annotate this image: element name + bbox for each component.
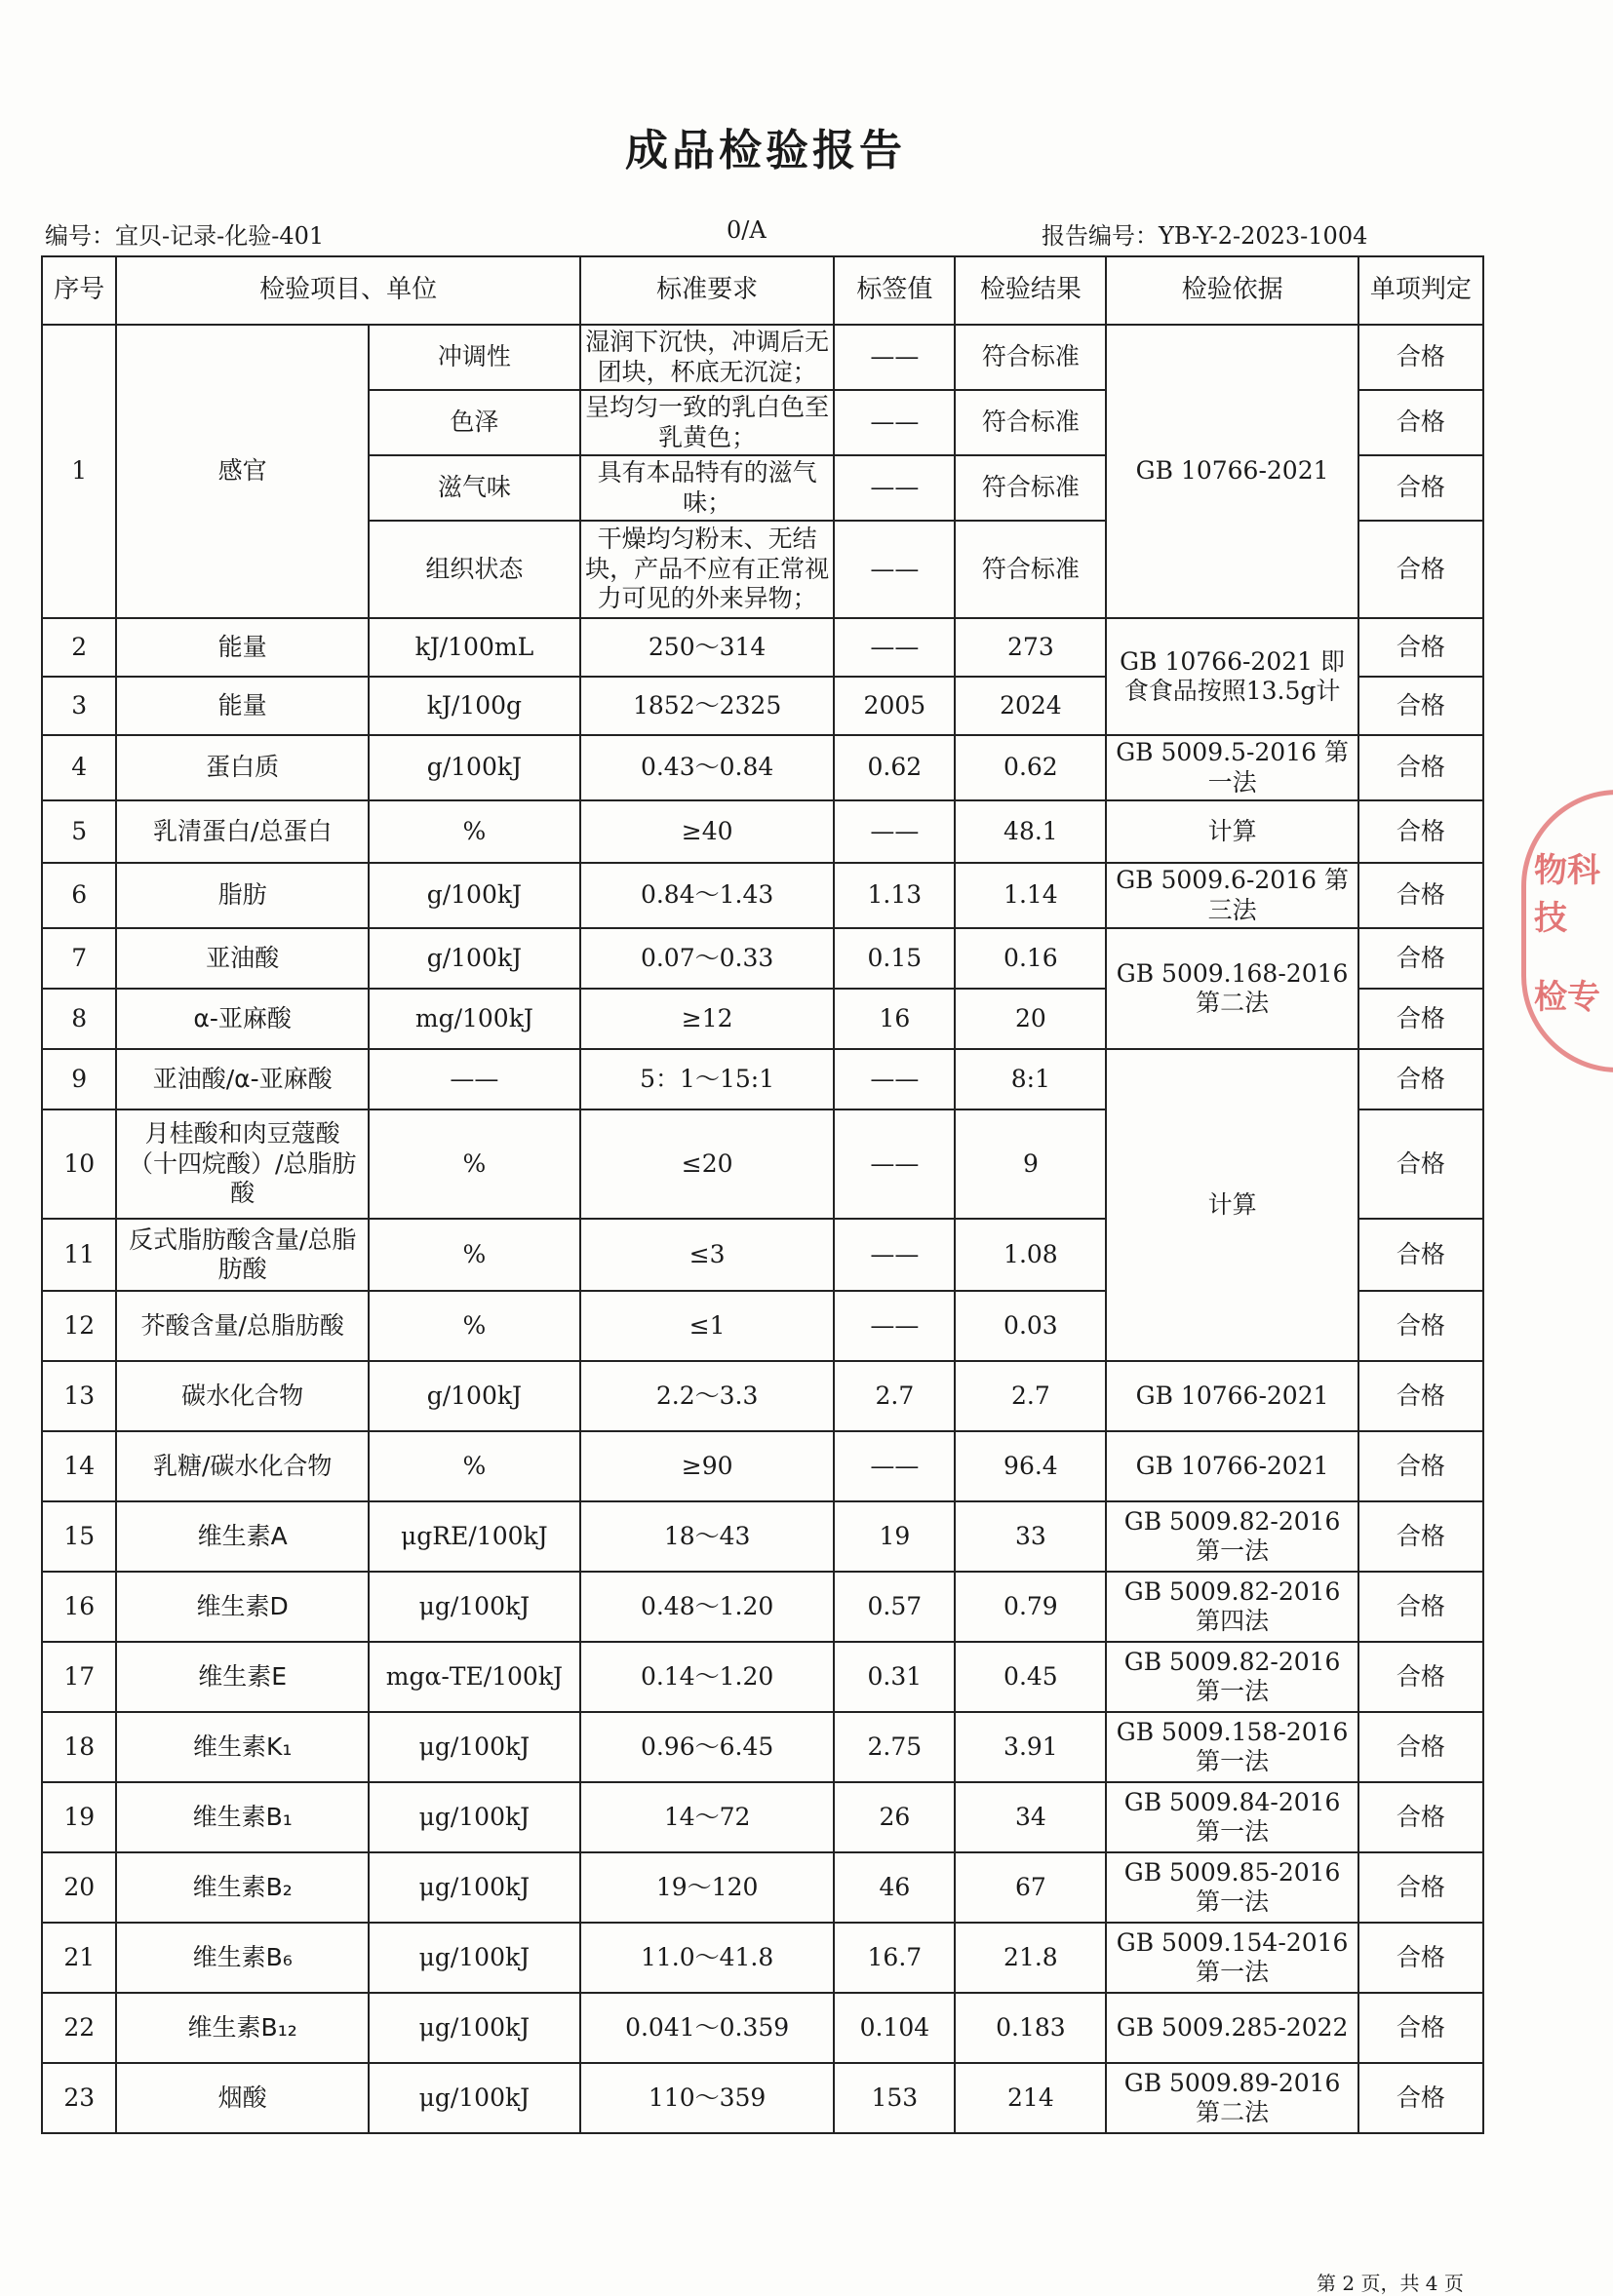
result: 33: [955, 1501, 1106, 1572]
sub-item: 滋气味: [369, 455, 580, 521]
result: 96.4: [955, 1431, 1106, 1501]
basis: GB 10766-2021: [1106, 1431, 1357, 1501]
basis: GB 5009.285-2022: [1106, 1993, 1357, 2063]
result: 0.03: [955, 1291, 1106, 1361]
requirement: 1852～2325: [580, 677, 834, 735]
unit: %: [369, 1431, 580, 1501]
requirement: 呈均匀一致的乳白色至乳黄色；: [580, 390, 834, 455]
label-value: 0.15: [834, 928, 955, 989]
table-row: [42, 1361, 1483, 1431]
item-name: 维生素D: [116, 1572, 368, 1642]
basis: GB 5009.6-2016 第三法: [1106, 863, 1357, 928]
result: 20: [955, 989, 1106, 1049]
unit: mgα-TE/100kJ: [369, 1642, 580, 1712]
result: 0.183: [955, 1993, 1106, 2063]
report-number: 报告编号：YB-Y-2-2023-1004: [1042, 222, 1368, 250]
basis: GB 10766-2021: [1106, 1361, 1357, 1431]
col-header-no: 序号: [42, 256, 116, 325]
judgement: 合格: [1358, 1923, 1483, 1993]
unit: %: [369, 1291, 580, 1361]
basis: GB 5009.85-2016 第一法: [1106, 1852, 1357, 1923]
item-name: 亚油酸: [116, 928, 368, 989]
unit: μg/100kJ: [369, 1712, 580, 1782]
requirement: 110～359: [580, 2063, 834, 2133]
item-name: 烟酸: [116, 2063, 368, 2133]
item-name: 维生素B₁₂: [116, 1993, 368, 2063]
row-no: 21: [42, 1923, 116, 1993]
judgement: 合格: [1358, 735, 1483, 800]
requirement: ≤20: [580, 1109, 834, 1219]
requirement: 11.0～41.8: [580, 1923, 834, 1993]
judgement: 合格: [1358, 1852, 1483, 1923]
requirement: 0.07～0.33: [580, 928, 834, 989]
label-value: ——: [834, 521, 955, 618]
row-no: 20: [42, 1852, 116, 1923]
judgement: 合格: [1358, 1501, 1483, 1572]
table-header-row: [42, 256, 1483, 325]
basis: GB 10766-2021 即食食品按照13.5g计: [1106, 618, 1357, 735]
result: 0.79: [955, 1572, 1106, 1642]
result: 符合标准: [955, 325, 1106, 390]
item-name: 能量: [116, 677, 368, 735]
row-no: 3: [42, 677, 116, 735]
row-no: 2: [42, 618, 116, 677]
result: 0.62: [955, 735, 1106, 800]
judgement: 合格: [1358, 455, 1483, 521]
row-no: 22: [42, 1993, 116, 2063]
judgement: 合格: [1358, 1993, 1483, 2063]
result: 67: [955, 1852, 1106, 1923]
page-number: 第 2 页，共 4 页: [1317, 2272, 1464, 2295]
unit: kJ/100g: [369, 677, 580, 735]
red-seal-stamp: [1521, 790, 1613, 1072]
requirement: 具有本品特有的滋气味；: [580, 455, 834, 521]
judgement: 合格: [1358, 390, 1483, 455]
judgement: 合格: [1358, 863, 1483, 928]
label-value: ——: [834, 1109, 955, 1219]
table-row: [42, 1923, 1483, 1993]
row-no: 12: [42, 1291, 116, 1361]
basis: GB 5009.82-2016 第四法: [1106, 1572, 1357, 1642]
result: 2024: [955, 677, 1106, 735]
table-row: [42, 325, 1483, 390]
judgement: 合格: [1358, 325, 1483, 390]
requirement: 0.14～1.20: [580, 1642, 834, 1712]
judgement: 合格: [1358, 1431, 1483, 1501]
requirement: 19～120: [580, 1852, 834, 1923]
table-row: [42, 1501, 1483, 1572]
table-row: [42, 1642, 1483, 1712]
table-row: [42, 618, 1483, 677]
result: 3.91: [955, 1712, 1106, 1782]
result: 符合标准: [955, 521, 1106, 618]
result: 0.16: [955, 928, 1106, 989]
unit: μg/100kJ: [369, 2063, 580, 2133]
col-header-judgement: 单项判定: [1358, 256, 1483, 325]
judgement: 合格: [1358, 618, 1483, 677]
label-value: 0.57: [834, 1572, 955, 1642]
result: 9: [955, 1109, 1106, 1219]
unit: μg/100kJ: [369, 1852, 580, 1923]
judgement: 合格: [1358, 1712, 1483, 1782]
row-no: 7: [42, 928, 116, 989]
judgement: 合格: [1358, 1642, 1483, 1712]
judgement: 合格: [1358, 2063, 1483, 2133]
unit: μgRE/100kJ: [369, 1501, 580, 1572]
label-value: 46: [834, 1852, 955, 1923]
result: 1.14: [955, 863, 1106, 928]
unit: g/100kJ: [369, 863, 580, 928]
row-no: 13: [42, 1361, 116, 1431]
item-name: 维生素B₂: [116, 1852, 368, 1923]
unit: μg/100kJ: [369, 1993, 580, 2063]
item-name: 亚油酸/α-亚麻酸: [116, 1049, 368, 1109]
version-code: 0/A: [727, 216, 767, 244]
result: 48.1: [955, 800, 1106, 863]
item-name: α-亚麻酸: [116, 989, 368, 1049]
label-value: 19: [834, 1501, 955, 1572]
table-row: [42, 1712, 1483, 1782]
requirement: ≥90: [580, 1431, 834, 1501]
judgement: 合格: [1358, 677, 1483, 735]
result: 符合标准: [955, 455, 1106, 521]
requirement: 0.43～0.84: [580, 735, 834, 800]
judgement: 合格: [1358, 1291, 1483, 1361]
table-row: [42, 1431, 1483, 1501]
row-no: 4: [42, 735, 116, 800]
row-no: 10: [42, 1109, 116, 1219]
requirement: ≥12: [580, 989, 834, 1049]
unit: ——: [369, 1049, 580, 1109]
col-header-label-value: 标签值: [834, 256, 955, 325]
row-no: 5: [42, 800, 116, 863]
table-row: [42, 1852, 1483, 1923]
col-header-item: 检验项目、单位: [116, 256, 579, 325]
requirement: 14～72: [580, 1782, 834, 1852]
label-value: 2005: [834, 677, 955, 735]
table-row: [42, 1993, 1483, 2063]
label-value: 26: [834, 1782, 955, 1852]
requirement: 干燥均匀粉末、无结块，产品不应有正常视力可见的外来异物；: [580, 521, 834, 618]
label-value: ——: [834, 618, 955, 677]
judgement: 合格: [1358, 800, 1483, 863]
result: 273: [955, 618, 1106, 677]
label-value: 1.13: [834, 863, 955, 928]
form-code: 编号：宜贝-记录-化验-401: [45, 222, 325, 250]
basis: 计算: [1106, 1049, 1357, 1361]
table-row: [42, 1782, 1483, 1852]
unit: g/100kJ: [369, 928, 580, 989]
judgement: 合格: [1358, 1109, 1483, 1219]
basis: 计算: [1106, 800, 1357, 863]
basis: GB 5009.158-2016 第一法: [1106, 1712, 1357, 1782]
requirement: 250～314: [580, 618, 834, 677]
result: 符合标准: [955, 390, 1106, 455]
requirement: 5：1～15:1: [580, 1049, 834, 1109]
requirement: ≤3: [580, 1219, 834, 1291]
label-value: 0.62: [834, 735, 955, 800]
row-no: 11: [42, 1219, 116, 1291]
item-name: 乳清蛋白/总蛋白: [116, 800, 368, 863]
report-title: 成品检验报告: [625, 126, 906, 175]
sub-item: 冲调性: [369, 325, 580, 390]
label-value: ——: [834, 1291, 955, 1361]
label-value: 16.7: [834, 1923, 955, 1993]
requirement: 0.041～0.359: [580, 1993, 834, 2063]
item-name: 碳水化合物: [116, 1361, 368, 1431]
col-header-basis: 检验依据: [1106, 256, 1357, 325]
unit: kJ/100mL: [369, 618, 580, 677]
row-no: 19: [42, 1782, 116, 1852]
requirement: 0.84～1.43: [580, 863, 834, 928]
item-name: 蛋白质: [116, 735, 368, 800]
item-name: 维生素K₁: [116, 1712, 368, 1782]
table-row: [42, 863, 1483, 928]
label-value: ——: [834, 455, 955, 521]
requirement: 0.96～6.45: [580, 1712, 834, 1782]
unit: %: [369, 800, 580, 863]
label-value: 2.75: [834, 1712, 955, 1782]
label-value: 153: [834, 2063, 955, 2133]
judgement: 合格: [1358, 1219, 1483, 1291]
judgement: 合格: [1358, 1361, 1483, 1431]
row-no: 15: [42, 1501, 116, 1572]
label-value: ——: [834, 1219, 955, 1291]
stamp-text-top: 物科技: [1534, 851, 1600, 938]
result: 214: [955, 2063, 1106, 2133]
judgement: 合格: [1358, 1572, 1483, 1642]
label-value: ——: [834, 1049, 955, 1109]
requirement: 0.48～1.20: [580, 1572, 834, 1642]
result: 0.45: [955, 1642, 1106, 1712]
label-value: ——: [834, 1431, 955, 1501]
table-row: [42, 800, 1483, 863]
judgement: 合格: [1358, 1782, 1483, 1852]
label-value: ——: [834, 325, 955, 390]
table-row: [42, 928, 1483, 989]
judgement: 合格: [1358, 521, 1483, 618]
item-name: 维生素B₆: [116, 1923, 368, 1993]
item-name: 脂肪: [116, 863, 368, 928]
judgement: 合格: [1358, 1049, 1483, 1109]
item-name: 月桂酸和肉豆蔻酸（十四烷酸）/总脂肪酸: [116, 1109, 368, 1219]
unit: %: [369, 1219, 580, 1291]
result: 1.08: [955, 1219, 1106, 1291]
sub-item: 组织状态: [369, 521, 580, 618]
row-no: 16: [42, 1572, 116, 1642]
requirement: 湿润下沉快，冲调后无团块，杯底无沉淀；: [580, 325, 834, 390]
row-no: 1: [42, 325, 116, 618]
label-value: 0.31: [834, 1642, 955, 1712]
row-no: 18: [42, 1712, 116, 1782]
col-header-requirement: 标准要求: [580, 256, 834, 325]
requirement: ≤1: [580, 1291, 834, 1361]
table-row: [42, 735, 1483, 800]
basis: GB 5009.82-2016 第一法: [1106, 1642, 1357, 1712]
result: 8:1: [955, 1049, 1106, 1109]
unit: μg/100kJ: [369, 1572, 580, 1642]
sub-item: 色泽: [369, 390, 580, 455]
label-value: ——: [834, 390, 955, 455]
basis: GB 5009.82-2016 第一法: [1106, 1501, 1357, 1572]
item-name: 乳糖/碳水化合物: [116, 1431, 368, 1501]
col-header-result: 检验结果: [955, 256, 1106, 325]
row-no: 8: [42, 989, 116, 1049]
label-value: ——: [834, 800, 955, 863]
unit: μg/100kJ: [369, 1782, 580, 1852]
stamp-text-bottom: 检专: [1534, 978, 1600, 1017]
result: 21.8: [955, 1923, 1106, 1993]
basis: GB 5009.154-2016 第一法: [1106, 1923, 1357, 1993]
requirement: ≥40: [580, 800, 834, 863]
item-name: 反式脂肪酸含量/总脂肪酸: [116, 1219, 368, 1291]
requirement: 18～43: [580, 1501, 834, 1572]
unit: g/100kJ: [369, 1361, 580, 1431]
label-value: 2.7: [834, 1361, 955, 1431]
judgement: 合格: [1358, 989, 1483, 1049]
result: 2.7: [955, 1361, 1106, 1431]
judgement: 合格: [1358, 928, 1483, 989]
basis: GB 5009.5-2016 第一法: [1106, 735, 1357, 800]
row-no: 17: [42, 1642, 116, 1712]
table-row: [42, 1049, 1483, 1109]
requirement: 2.2～3.3: [580, 1361, 834, 1431]
item-name: 能量: [116, 618, 368, 677]
item-name: 维生素B₁: [116, 1782, 368, 1852]
item-name: 维生素A: [116, 1501, 368, 1572]
unit: mg/100kJ: [369, 989, 580, 1049]
item-name: 维生素E: [116, 1642, 368, 1712]
item-name: 感官: [116, 325, 368, 618]
basis: GB 10766-2021: [1106, 325, 1357, 618]
result: 34: [955, 1782, 1106, 1852]
row-no: 14: [42, 1431, 116, 1501]
unit: g/100kJ: [369, 735, 580, 800]
basis: GB 5009.168-2016 第二法: [1106, 928, 1357, 1049]
row-no: 9: [42, 1049, 116, 1109]
unit: %: [369, 1109, 580, 1219]
unit: μg/100kJ: [369, 1923, 580, 1993]
table-row: [42, 1572, 1483, 1642]
row-no: 23: [42, 2063, 116, 2133]
item-name: 芥酸含量/总脂肪酸: [116, 1291, 368, 1361]
basis: GB 5009.84-2016 第一法: [1106, 1782, 1357, 1852]
label-value: 0.104: [834, 1993, 955, 2063]
inspection-table: [41, 255, 1484, 2134]
basis: GB 5009.89-2016 第二法: [1106, 2063, 1357, 2133]
table-row: [42, 2063, 1483, 2133]
row-no: 6: [42, 863, 116, 928]
label-value: 16: [834, 989, 955, 1049]
